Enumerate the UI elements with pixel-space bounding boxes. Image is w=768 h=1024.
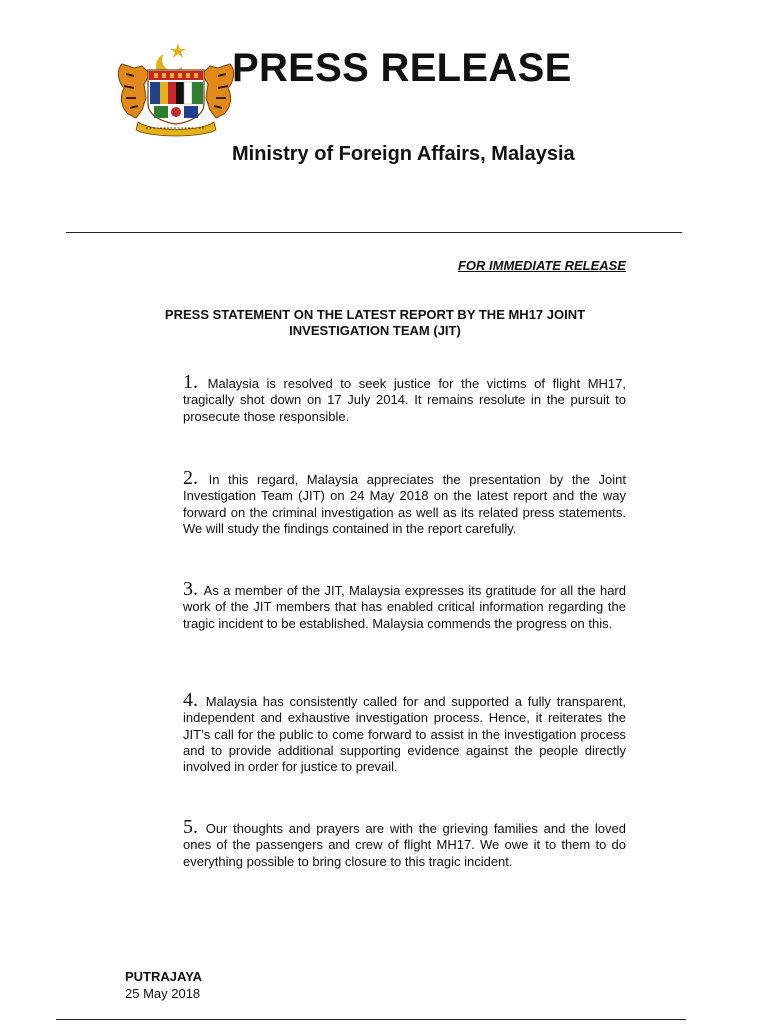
- paragraph-text: In this regard, Malaysia appreciates the presentation by the Joint Investigation Team (JIT) on 24 May 2018 on the latest report and the way forward on the criminal investigation as well as its related press statements. We will study the findings contained in the report carefully.: [183, 472, 626, 536]
- footer-divider: [56, 1019, 686, 1020]
- paragraph-number: 2.: [183, 467, 198, 489]
- paragraph-number: 4.: [183, 689, 198, 711]
- release-tag: FOR IMMEDIATE RELEASE: [457, 258, 626, 273]
- paragraph-text: Malaysia has consistently called for and supported a fully transparent, independent and exhaustive investigation process. Hence, it reiterates the JIT’s call for the public to come forward to assist in the investigation process and to provide additional supporting evidence against the people directly involved in order for justice to prevail.: [183, 694, 626, 775]
- header-divider: [66, 232, 682, 233]
- paragraph-number: 1.: [183, 371, 198, 393]
- statement-heading: PRESS STATEMENT ON THE LATEST REPORT BY THE MH17 JOINT INVESTIGATION TEAM (JIT): [164, 307, 586, 338]
- paragraph-4: [183, 689, 626, 775]
- paragraph-text: Malaysia is resolved to seek justice for the victims of flight MH17, tragically shot down on 17 July 2014. It remains resolute in the pursuit to prosecute those responsible.: [183, 376, 626, 424]
- paragraph-text: As a member of the JIT, Malaysia expresses its gratitude for all the hard work of the JIT members that has enabled critical information regarding the tragic incident to be established. Malaysia commends the progress on this.: [183, 583, 626, 631]
- paragraph-5: [183, 816, 626, 870]
- ministry-name: Ministry of Foreign Affairs, Malaysia: [232, 143, 575, 165]
- paragraph-text: Our thoughts and prayers are with the grieving families and the loved ones of the passengers and crew of flight MH17. We owe it to them to do everything possible to bring closure to this tragic incident.: [183, 821, 626, 869]
- release-date: 25 May 2018: [125, 986, 201, 1001]
- paragraph-number: 3.: [183, 578, 198, 600]
- paragraph-1: [183, 371, 626, 425]
- release-location: PUTRAJAYA: [125, 969, 203, 984]
- press-release-title: PRESS RELEASE: [232, 46, 572, 90]
- paragraph-3: [183, 578, 626, 632]
- paragraph-2: [183, 467, 626, 537]
- coat-of-arms-of-malaysia-icon: [112, 40, 240, 138]
- paragraph-number: 5.: [183, 816, 198, 838]
